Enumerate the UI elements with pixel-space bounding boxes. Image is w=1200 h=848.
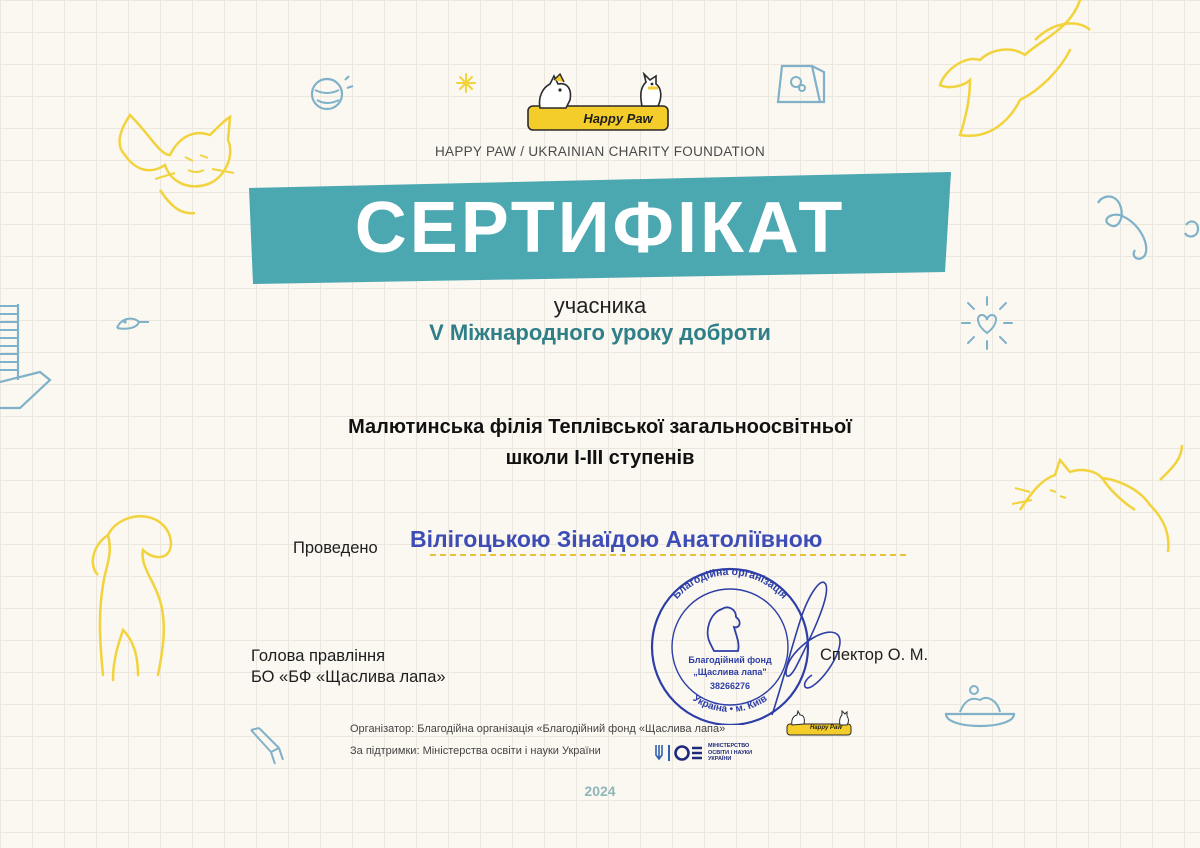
doodle-ball bbox=[305, 70, 355, 120]
logo-text: Happy Paw bbox=[583, 111, 653, 126]
doodle-food-bag bbox=[772, 58, 832, 108]
signer-name: Спектор О. М. bbox=[820, 646, 929, 664]
chair-title bbox=[251, 646, 446, 688]
school-name-line-1: Малютинська філія Теплівської загальноосвітньої bbox=[348, 416, 852, 438]
small-logo-text: Happy Paw bbox=[809, 725, 842, 731]
title-banner bbox=[249, 172, 951, 284]
small-happy-paw-logo bbox=[786, 710, 852, 736]
organization-line: HAPPY PAW / UKRAINIAN CHARITY FOUNDATION bbox=[434, 144, 766, 159]
ministry-logo bbox=[652, 741, 762, 765]
ministry-logo-line-1: МІНІСТЕРСТВО bbox=[708, 743, 750, 749]
ministry-logo-line-3: УКРАЇНИ bbox=[708, 756, 732, 762]
seal-bottom-text: Україна • м. Київ bbox=[690, 693, 770, 715]
seal-code: 38266276 bbox=[709, 681, 751, 691]
seal-center-line-2: „Щаслива лапа" bbox=[693, 667, 767, 677]
official-seal bbox=[632, 565, 872, 725]
ministry-logo-text bbox=[708, 743, 752, 763]
lesson-title: V Міжнародного уроку доброти bbox=[429, 320, 771, 345]
seal-dog-icon bbox=[708, 607, 740, 651]
conducted-label: Проведено bbox=[293, 539, 378, 557]
svg-text:Благодійна організація bbox=[670, 566, 790, 602]
seal-center-line-1: Благодійний фонд bbox=[688, 655, 772, 665]
organizer-text: Організатор: Благодійна організація «Благодійний фонд «Щаслива лапа» bbox=[350, 723, 726, 735]
certificate-title: СЕРТИФІКАТ bbox=[354, 188, 846, 268]
seal-top-text: Благодійна організація bbox=[670, 565, 790, 602]
svg-text:Україна • м. Київ bbox=[691, 693, 770, 715]
trident-icon bbox=[656, 745, 662, 759]
chair-line-2: БО «БФ «Щаслива лапа» bbox=[251, 668, 446, 686]
doodle-dog-left bbox=[78, 505, 188, 690]
doodle-brush bbox=[245, 722, 285, 767]
school-name-line-2: школи I-III ступенів bbox=[505, 447, 695, 469]
ministry-logo-line-2: ОСВІТИ І НАУКИ bbox=[708, 749, 753, 756]
chair-line-1: Голова правління bbox=[251, 647, 386, 665]
participant-label: учасника bbox=[553, 293, 647, 318]
doodle-sparkle bbox=[455, 72, 477, 94]
year: 2024 bbox=[584, 783, 616, 799]
doodle-bowl bbox=[940, 682, 1020, 742]
doodle-cat-top-left bbox=[100, 95, 245, 225]
doodle-dog-top-right bbox=[930, 0, 1100, 145]
name-underline bbox=[430, 554, 906, 556]
school-name bbox=[0, 412, 1200, 474]
teacher-name: Вілігоцькою Зінаїдою Анатоліївною bbox=[410, 526, 823, 552]
doodle-mouse-toy bbox=[1090, 185, 1200, 265]
support-text: За підтримки: Міністерства освіти і науки України bbox=[350, 745, 601, 757]
